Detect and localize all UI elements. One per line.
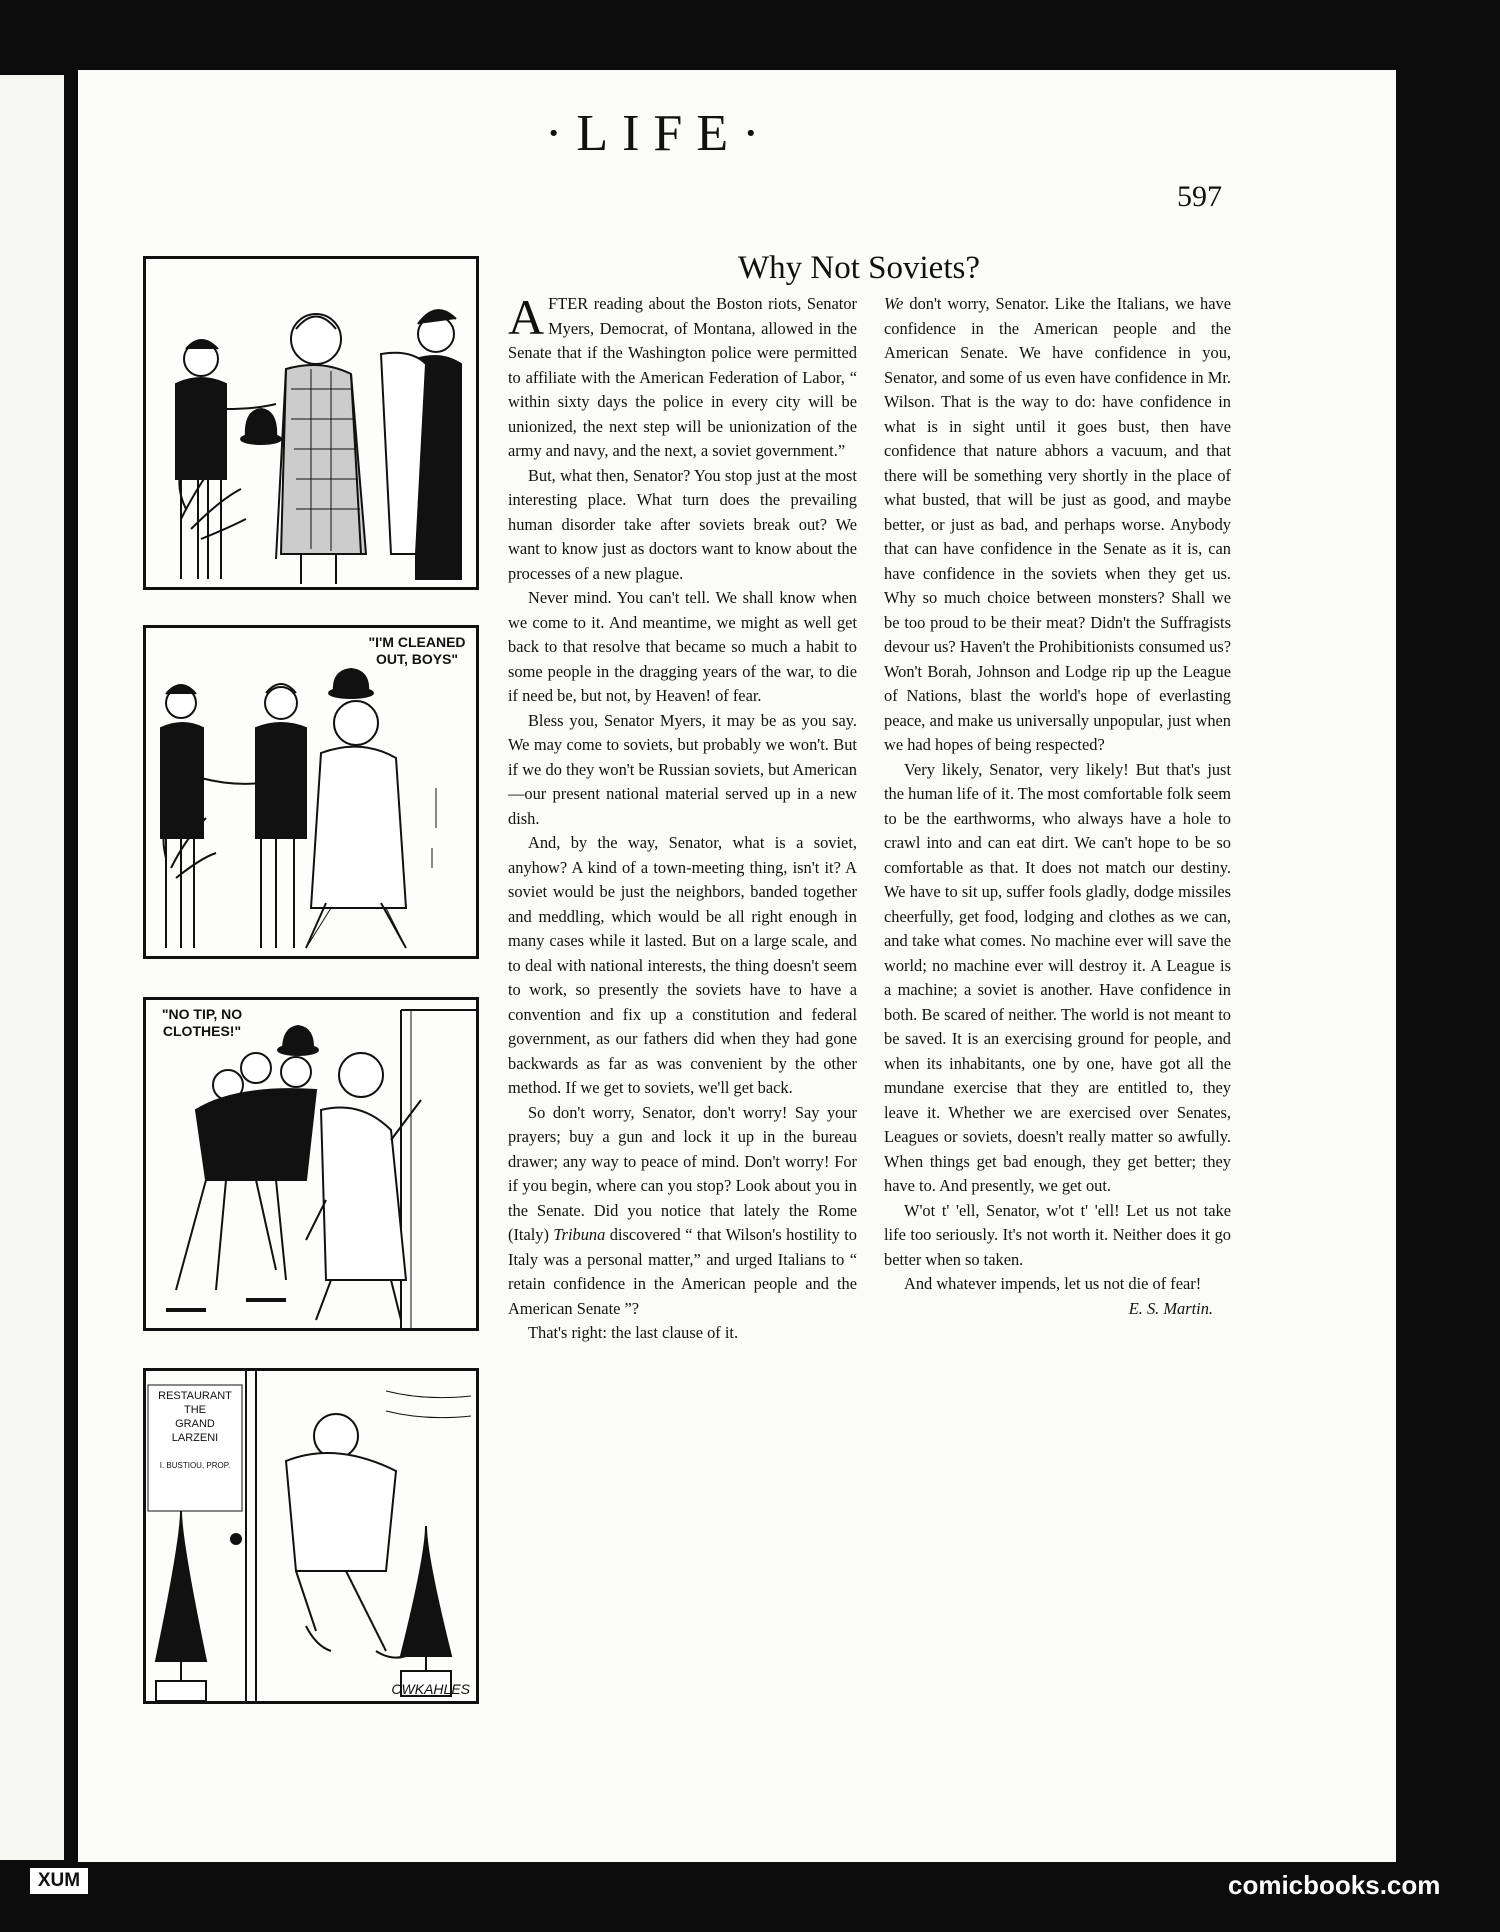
author-byline: E. S. Martin. bbox=[1128, 1298, 1213, 1318]
cartoon-panel-2 bbox=[143, 625, 479, 959]
panel-2-caption-line-2: OUT, BOYS" bbox=[375, 651, 459, 667]
paragraph-1-text: FTER reading about the Boston riots, Senator Myers, Democrat, of Montana, allowed in the Senate that if the Washington police were permitted to affiliate with the American Federation of Labor, “ within sixty days the police in every city will be unionized, the next step will be unionization of the army and navy, and the next, a soviet government.” bbox=[508, 294, 857, 460]
artist-signature: CWKAHLES bbox=[391, 1681, 470, 1697]
paragraph-5: And, by the way, Senator, what is a soviet, anyhow? A kind of a town-meeting thing, isn't it? A soviet would be just the neighbors, banded together and meddling, which would be all right enough in many cases while it lasted. But on a large scale, and to deal with national interests, the thing doesn't seem to work, so presently the soviets have to have a convention and fix up a constitution and federal government, as our fathers did when they had gone backwards as far as was convenient by the other method. If we get to soviets, we'll get back. bbox=[508, 833, 857, 1097]
paragraph-3: Never mind. You can't tell. We shall know when we come to it. And meantime, we might as well get back to that resolve that became so much a habit to some people in the dragging years of the war, to die if need be, but not, by Heaven! of fear. bbox=[508, 588, 857, 705]
sign-line-1: RESTAURANT bbox=[158, 1390, 232, 1402]
paragraph-6-text-b: discovered “ that Wilson's hostility to Italy was a personal matter,” and urged Italians to “ retain confidence in the American people and the American Senate ”? bbox=[508, 1225, 857, 1318]
source-credit: comicbooks.com bbox=[1228, 1870, 1441, 1900]
paragraph-7: That's right: the last clause of it. bbox=[528, 1323, 739, 1342]
drop-cap: A bbox=[508, 289, 545, 345]
article-title: Why Not Soviets? bbox=[738, 250, 980, 286]
binding-gutter bbox=[64, 75, 78, 1860]
restaurant-sign bbox=[148, 1389, 242, 1473]
paragraph-8-text: don't worry, Senator. Like the Italians, we have confidence in the American people and the American Senate. We have confidence in you, Senator, and some of us even have confidence in Mr. Wilson. That is the way to do: have confidence in what is in sight until it goes bust, then have confidence that nature abhors a vacuum, and that there will be something very shortly in the place of what busted, that will be just as good, and maybe better, or just as bad, and perhaps worse. Anybody that can have confidence in the Senate as it is, can have confidence in the soviets when they get us. Why so much choice between monsters? Shall we be too proud to be their meat? Didn't the Suffragists devour us? Haven't the Prohibitionists consumed us? Won't Borah, Johnson and Lodge rip up the League of Nations, blast the world's hope of everlasting peace, and make us universally unpopular, just when we had hopes of being respected? bbox=[884, 294, 1231, 754]
cartoon-panel-3 bbox=[143, 997, 479, 1331]
scan-tag: XUM bbox=[30, 1868, 88, 1894]
paragraph-9: Very likely, Senator, very likely! But that's just the human life of it. The most comfortable folk seem to be the earthworms, who always have a hole to crawl into and can eat dirt. We can't hope to be so comfortable as that. It does not match our destiny. We have to sit up, suffer fools gladly, dodge missiles cheerfully, get food, lodging and clothes as we can, and take what comes. No machine ever will save the world; no machine ever will destroy it. A League is a machine; a soviet is another. Have confidence in both. Be scared of neither. The world is not meant to be saved. It is an exercising ground for people, and when its inhabitants, one by one, have got all the mundane exercise that they are entitled to, they leave it. Whether we are exercised over Senates, Leagues or soviets, doesn't really matter so awfully. When things get bad enough, they get better; they have to. And presently, we get out. bbox=[884, 759, 1231, 1195]
paragraph-6-italic: Tribuna bbox=[553, 1225, 606, 1244]
paragraph-6 bbox=[508, 1101, 857, 1322]
article-column-1 bbox=[508, 289, 857, 1346]
sign-line-5: I. BUSTIOU, PROP. bbox=[159, 1461, 231, 1470]
sign-line-4: LARZENI bbox=[171, 1432, 219, 1444]
paragraph-6-text-a: So don't worry, Senator, don't worry! Say your prayers; buy a gun and lock it up in the bureau drawer; any way to peace of mind. Don't worry! For if you begin, where can you stop? Look about you in the Senate. Did you notice that lately the Rome (Italy) bbox=[508, 1102, 857, 1244]
paragraph-8-italic: We bbox=[884, 294, 904, 313]
masthead: ·LIFE· bbox=[545, 105, 774, 162]
panel-1-drawing bbox=[146, 259, 476, 587]
panel-2-caption-line-1: "I'M CLEANED bbox=[368, 634, 466, 650]
paragraph-10: W'ot t' 'ell, Senator, w'ot t' 'ell! Let us not take life too seriously. It's not worth it. Neither does it go better when so taken. bbox=[884, 1200, 1231, 1269]
sign-line-3: GRAND bbox=[175, 1418, 215, 1430]
sign-line-2: THE bbox=[184, 1404, 206, 1416]
panel-3-caption-line-1: "NO TIP, NO bbox=[161, 1006, 243, 1022]
panel-2-drawing bbox=[146, 628, 476, 956]
paragraph-1 bbox=[508, 289, 857, 464]
panel-3-drawing bbox=[146, 1000, 476, 1328]
paragraph-11-text: And whatever impends, let us not die of fear! bbox=[904, 1274, 1202, 1293]
paragraph-8 bbox=[884, 292, 1231, 758]
cartoon-panel-1 bbox=[143, 256, 479, 590]
panel-3-caption bbox=[152, 1006, 252, 1040]
article-column-2 bbox=[884, 292, 1231, 1321]
panel-2-caption bbox=[362, 634, 472, 668]
panel-3-caption-line-2: CLOTHES!" bbox=[162, 1023, 242, 1039]
paragraph-11 bbox=[884, 1272, 1231, 1318]
paragraph-2: But, what then, Senator? You stop just at the most interesting place. What turn does the prevailing human disorder take after soviets break out? We want to know just as doctors want to know about the processes of a new plague. bbox=[508, 465, 857, 583]
cartoon-panel-4 bbox=[143, 1368, 479, 1704]
page-number: 597 bbox=[1177, 180, 1222, 213]
paragraph-4: Bless you, Senator Myers, it may be as you say. We may come to soviets, but probably we won't. But if we do they won't be Russian soviets, but American—our present national material served up in a new dish. bbox=[508, 710, 857, 828]
facing-page-edge bbox=[0, 75, 64, 1860]
